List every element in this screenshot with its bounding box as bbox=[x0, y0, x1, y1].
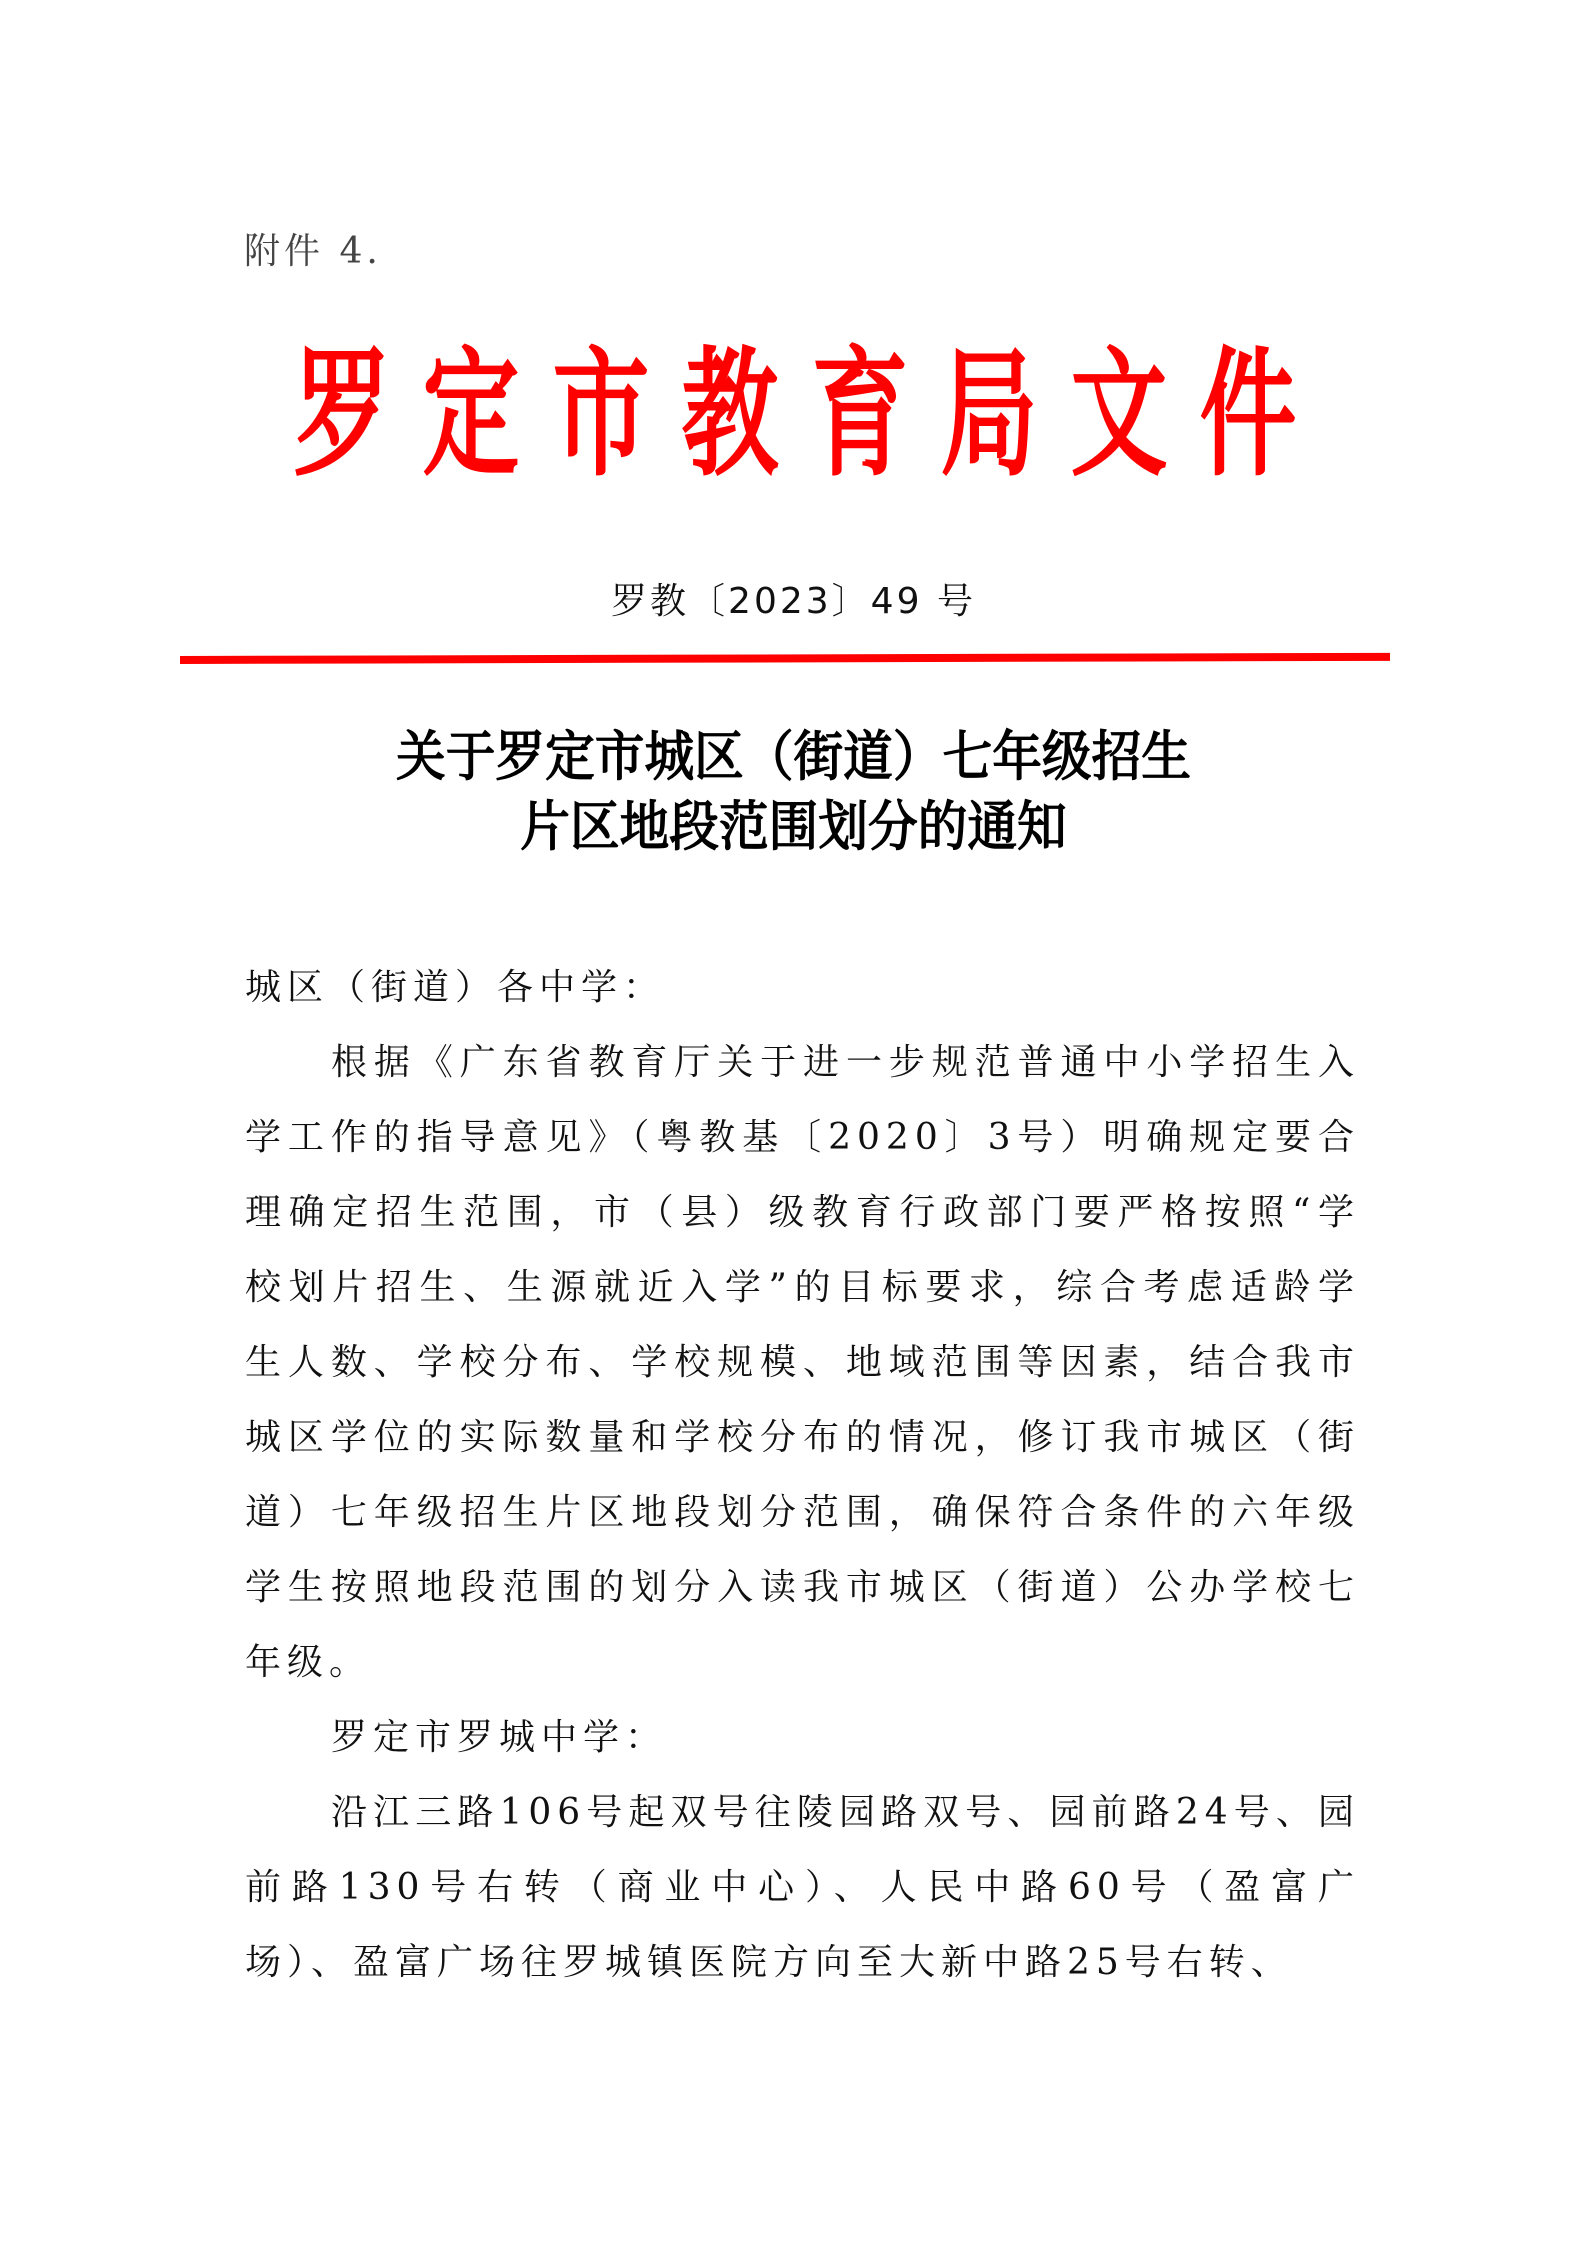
issuer-banner-char: 教 bbox=[681, 334, 779, 496]
issuer-banner-char: 文 bbox=[1070, 334, 1167, 496]
issuer-banner-char: 罗 bbox=[293, 334, 391, 496]
doc-number-year: 〔2023〕 bbox=[689, 581, 871, 622]
attachment-label: 附件 4. bbox=[244, 231, 382, 272]
issuer-banner-char: 定 bbox=[423, 334, 520, 496]
body-paragraph: 根据《广东省教育厅关于进一步规范普通中小学招生入学工作的指导意见》（粤教基〔2020〕3号）明确规定要合理确定招生范围，市（县）级教育行政部门要严格按照“学校划片招生、生源就近入学”的目标要求，综合考虑适龄学生人数、学校分布、学校规模、地域范围等因素，结合我市城区学位的实际数量和学校分布的情况，修订我市城区（街道）七年级招生片区地段划分范围，确保符合条件的六年级学生按照地段范围的划分入读我市城区（街道）公办学校七年级。 bbox=[245, 1042, 1360, 1683]
issuer-banner-char: 局 bbox=[940, 334, 1038, 496]
school-heading: 罗定市罗城中学： bbox=[331, 1717, 668, 1758]
issuer-banner-char: 育 bbox=[811, 334, 909, 496]
issuer-banner-char: 件 bbox=[1199, 334, 1297, 496]
notice-title-line-1: 关于罗定市城区（街道）七年级招生 bbox=[396, 725, 1191, 788]
document-number bbox=[0, 578, 1587, 626]
notice-title bbox=[0, 722, 1587, 862]
red-separator-rule bbox=[180, 653, 1390, 664]
notice-body bbox=[245, 950, 1360, 2000]
notice-title-line-2: 片区地段范围划分的通知 bbox=[520, 795, 1067, 858]
issuer-banner-char: 市 bbox=[552, 334, 650, 496]
issuer-banner bbox=[280, 318, 1310, 496]
body-paragraph: 沿江三路106号起双号往陵园路双号、园前路24号、园前路130号右转（商业中心）、人民中路60号（盈富广场）、盈富广场往罗城镇医院方向至大新中路25号右转、 bbox=[245, 1792, 1360, 1983]
doc-number-suffix: 号 bbox=[936, 581, 976, 622]
doc-number-prefix: 罗教 bbox=[611, 581, 690, 622]
salutation: 城区（街道）各中学： bbox=[245, 967, 666, 1008]
doc-number-serial: 49 bbox=[870, 581, 923, 622]
